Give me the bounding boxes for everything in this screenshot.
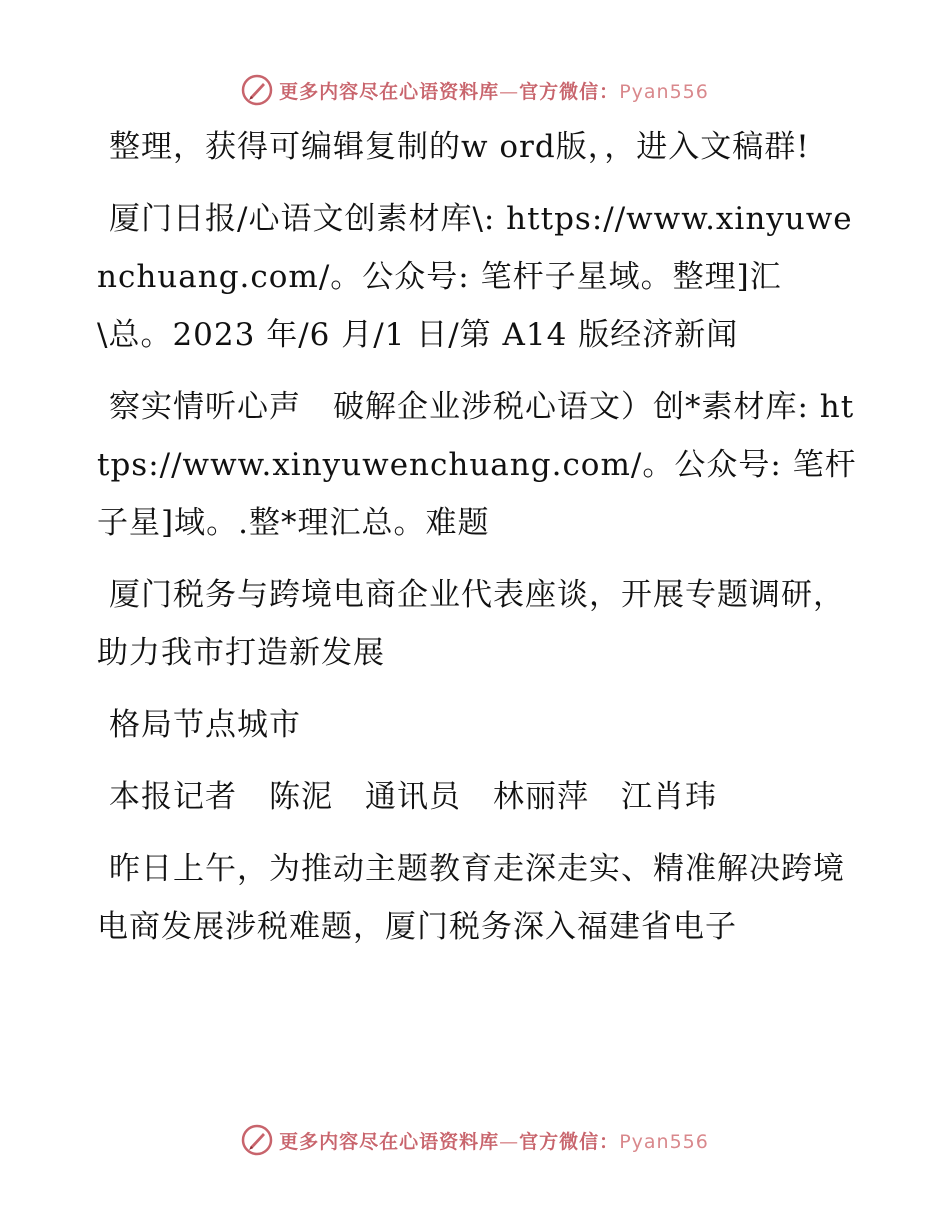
banner-separator: — xyxy=(499,80,520,103)
paragraph: 昨日上午，为推动主题教育走深走实、精准解决跨境电商发展涉税难题，厦门税务深入福建省电子 xyxy=(97,851,845,945)
document-body xyxy=(97,118,857,970)
paragraph: 整理，获得可编辑复制的w ord版，，进入文稿群! xyxy=(109,129,810,165)
quill-pen-icon xyxy=(241,1124,273,1156)
paragraph: 察实情听心声 破解企业涉税心语文）创*素材库: https://www.xinyuwenchuang.com/。公众号: 笔杆子星]域。.整*理汇总。难题 xyxy=(97,389,857,541)
paragraph: 本报记者 陈泥 通讯员 林丽萍 江肖玮 xyxy=(109,779,717,815)
banner-wechat-id: Pyan556 xyxy=(619,80,709,103)
paragraph: 厦门日报/心语文创素材库\: https://www.xinyuwenchuang.com/。公众号: 笔杆子星域。整理]汇\总。2023 年/6 月/1 日/第 A14 版经济新闻 xyxy=(97,201,853,353)
header-banner xyxy=(0,70,950,110)
quill-pen-icon xyxy=(241,74,273,106)
banner-wechat-label: 官方微信： xyxy=(519,80,620,103)
footer-banner xyxy=(0,1120,950,1160)
banner-separator: — xyxy=(499,1130,520,1153)
banner-wechat-label: 官方微信： xyxy=(519,1130,620,1153)
paragraph: 格局节点城市 xyxy=(109,707,301,743)
paragraph: 厦门税务与跨境电商企业代表座谈，开展专题调研，助力我市打造新发展 xyxy=(97,577,845,671)
banner-main-text: 更多内容尽在心语资料库 xyxy=(279,1130,500,1153)
banner-wechat-id: Pyan556 xyxy=(619,1130,709,1153)
banner-main-text: 更多内容尽在心语资料库 xyxy=(279,80,500,103)
